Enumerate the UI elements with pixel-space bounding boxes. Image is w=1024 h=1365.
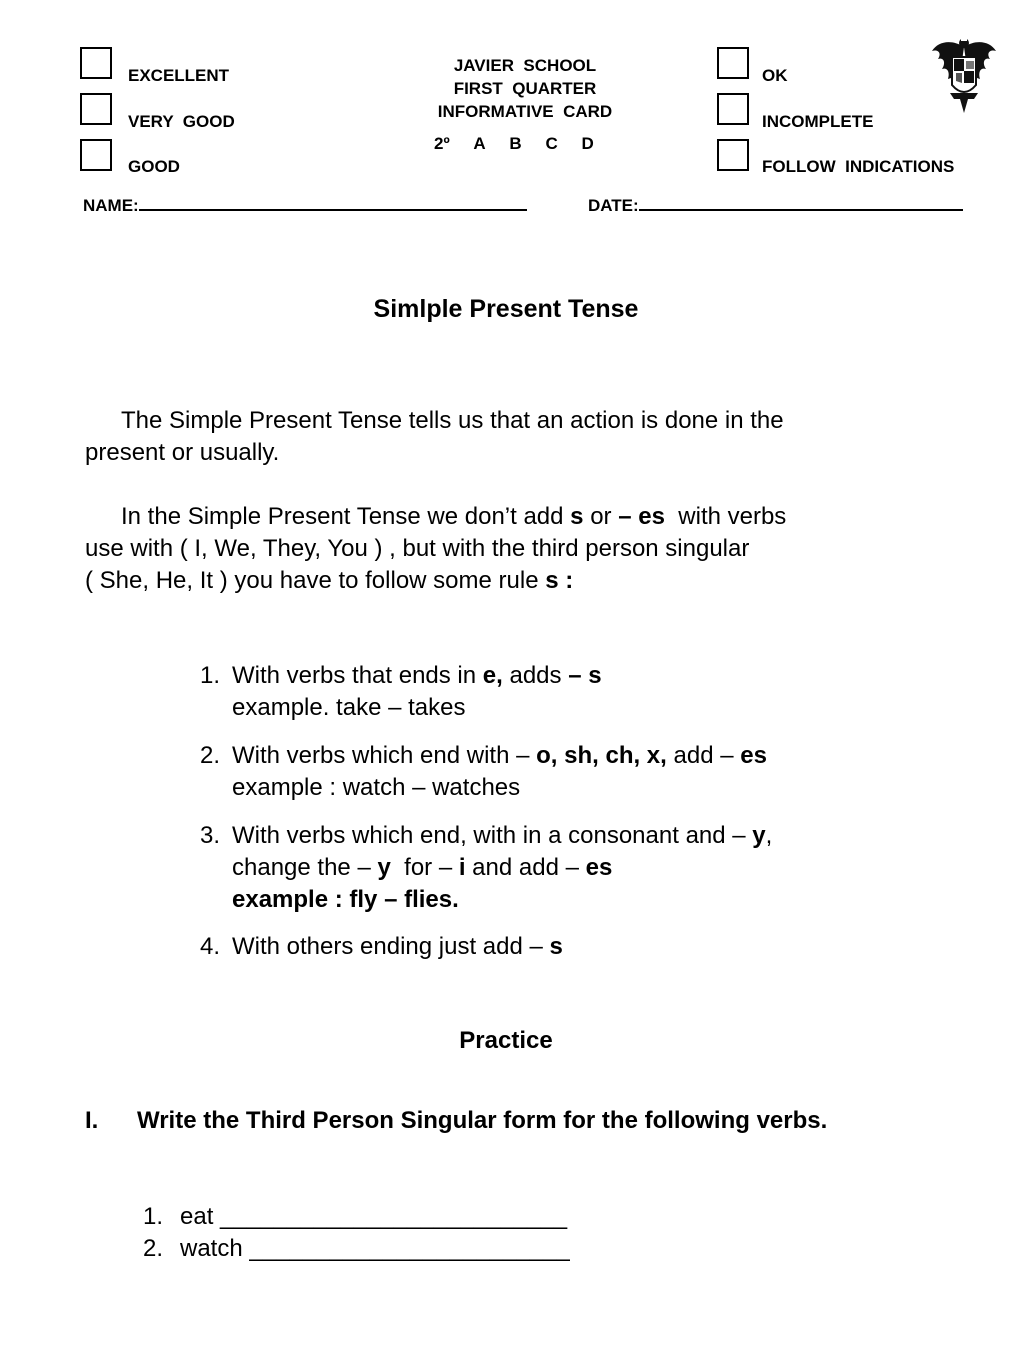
rule-text: With verbs which end, with in a consonant and – bbox=[232, 822, 753, 849]
rule-text: add – bbox=[666, 742, 741, 769]
rule-text: With verbs that ends in bbox=[232, 662, 483, 689]
rule-number: 4. bbox=[199, 933, 220, 960]
rule-example: example : watch – watches bbox=[232, 774, 521, 801]
checkbox-excellent[interactable] bbox=[80, 47, 112, 79]
intro-es: – es bbox=[618, 503, 665, 530]
group-b: B bbox=[509, 134, 522, 153]
date-underline bbox=[639, 195, 963, 211]
rule-text: for – bbox=[390, 854, 459, 881]
intro-s-end: s : bbox=[545, 567, 574, 594]
grade-label-good: GOOD bbox=[128, 157, 180, 176]
intro-text-2c: use with ( I, We, They, You ) , but with the third person singular bbox=[85, 535, 750, 562]
answer-blank[interactable]: ________________________ bbox=[249, 1235, 570, 1262]
checkbox-very-good[interactable] bbox=[80, 93, 112, 125]
rule-text: change the – bbox=[232, 854, 378, 881]
intro-or: or bbox=[583, 503, 619, 530]
grade-level: 2º bbox=[434, 134, 450, 153]
grade-label-follow-indications: FOLLOW INDICATIONS bbox=[762, 157, 955, 176]
name-field[interactable] bbox=[83, 195, 527, 216]
group-d: D bbox=[581, 134, 594, 153]
section-text: Write the Third Person Singular form for the following verbs. bbox=[137, 1107, 828, 1134]
card-label: INFORMATIVE CARD bbox=[437, 102, 613, 121]
grade-groups bbox=[434, 134, 613, 154]
rule-bold: e, bbox=[482, 662, 503, 689]
rule-text: and add – bbox=[465, 854, 586, 881]
group-a: A bbox=[473, 134, 486, 153]
intro-paragraph-2 bbox=[85, 501, 905, 597]
intro-text-2b: with verbs bbox=[664, 503, 787, 530]
rule-text: adds bbox=[502, 662, 569, 689]
answer-blank[interactable]: __________________________ bbox=[220, 1203, 568, 1230]
rule-bold: – s bbox=[568, 662, 602, 689]
rule-number: 3. bbox=[199, 822, 220, 849]
item-number: 1. bbox=[143, 1203, 164, 1230]
checkbox-follow-indications[interactable] bbox=[717, 139, 749, 171]
intro-s: s bbox=[570, 503, 584, 530]
item-number: 2. bbox=[143, 1235, 164, 1262]
school-crest-logo bbox=[930, 35, 998, 115]
rule-bold: i bbox=[458, 854, 466, 881]
intro-text-2a: In the Simple Present Tense we don’t add bbox=[121, 503, 571, 530]
rule-bold: s bbox=[549, 933, 563, 960]
rule-bold: es bbox=[585, 854, 613, 881]
item-verb: eat bbox=[180, 1203, 214, 1230]
rule-example: example : fly – flies. bbox=[232, 886, 459, 913]
date-field[interactable] bbox=[588, 195, 963, 216]
section-number: I. bbox=[85, 1107, 99, 1134]
grade-label-very-good: VERY GOOD bbox=[128, 112, 235, 131]
practice-item-2[interactable] bbox=[143, 1235, 570, 1263]
checkbox-ok[interactable] bbox=[717, 47, 749, 79]
group-c: C bbox=[545, 134, 558, 153]
practice-section-heading bbox=[85, 1107, 827, 1135]
checkbox-good[interactable] bbox=[80, 139, 112, 171]
item-verb: watch bbox=[180, 1235, 243, 1262]
rule-text: , bbox=[765, 822, 773, 849]
name-underline bbox=[139, 195, 527, 211]
date-label: DATE: bbox=[588, 196, 639, 215]
intro-text-2d: ( She, He, It ) you have to follow some rule bbox=[85, 567, 546, 594]
practice-item-1[interactable] bbox=[143, 1203, 567, 1231]
rule-text: With verbs which end with – bbox=[232, 742, 537, 769]
grade-label-incomplete: INCOMPLETE bbox=[762, 112, 874, 131]
rule-text: With others ending just add – bbox=[232, 933, 550, 960]
school-name: JAVIER SCHOOL bbox=[453, 56, 597, 75]
intro-text-1: The Simple Present Tense tells us that an action is done in the present or usually. bbox=[85, 407, 784, 466]
rule-bold: y bbox=[752, 822, 766, 849]
grade-label-ok: OK bbox=[762, 66, 788, 85]
rule-number: 2. bbox=[199, 742, 220, 769]
page-title: Simlple Present Tense bbox=[373, 295, 639, 323]
name-label: NAME: bbox=[83, 196, 139, 215]
quarter-label: FIRST QUARTER bbox=[453, 79, 597, 98]
rule-bold: es bbox=[740, 742, 767, 769]
rule-bold: y bbox=[377, 854, 391, 881]
practice-title: Practice bbox=[459, 1027, 553, 1054]
checkbox-incomplete[interactable] bbox=[717, 93, 749, 125]
grade-label-excellent: EXCELLENT bbox=[128, 66, 230, 85]
rule-number: 1. bbox=[199, 662, 220, 689]
rule-bold: o, sh, ch, x, bbox=[536, 742, 667, 769]
intro-paragraph-1 bbox=[85, 405, 825, 469]
rule-example: example. take – takes bbox=[232, 694, 466, 721]
